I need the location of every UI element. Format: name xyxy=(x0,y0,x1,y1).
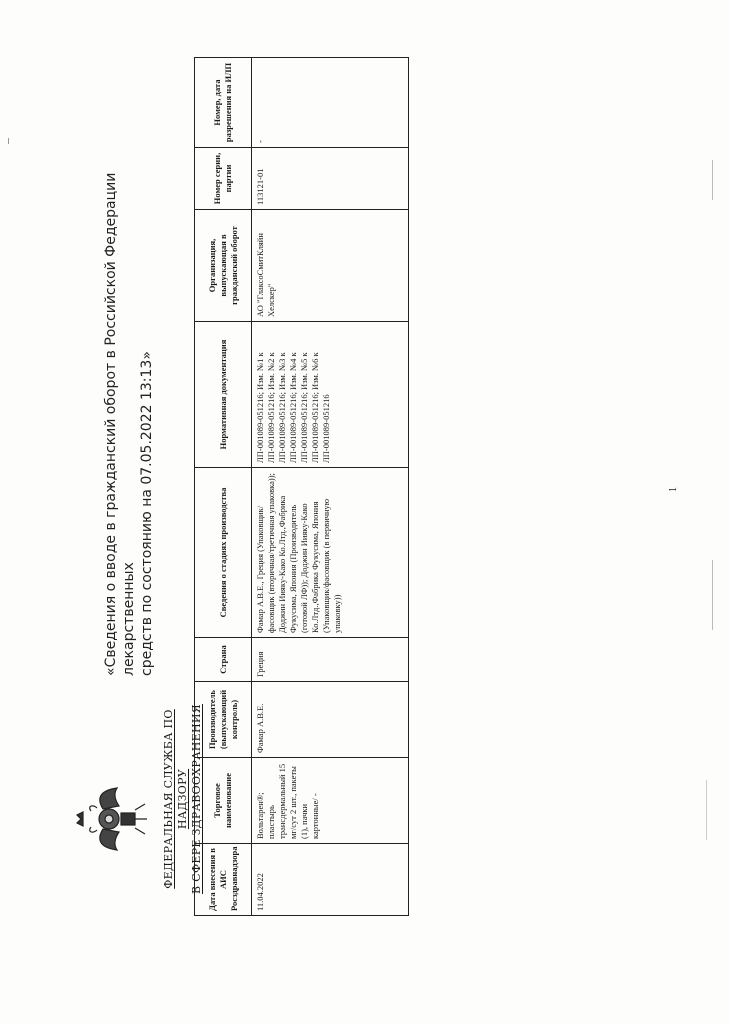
agency-line-1: ФЕДЕРАЛЬНАЯ СЛУЖБА ПО НАДЗОРУ xyxy=(162,709,189,889)
document-heading xyxy=(102,116,156,676)
header-documentation: Нормативная документация xyxy=(195,322,252,468)
cell-permit: - xyxy=(252,58,409,148)
cell-organization: АО "ГлаксоСмитКляйн Хелскер" xyxy=(252,210,409,322)
cell-batch: 113121-01 xyxy=(252,148,409,210)
cell-date: 11.04.2022 xyxy=(252,844,409,916)
registry-table xyxy=(194,57,409,916)
agency-line-2: В СФЕРЕ ЗДРАВООХРАНЕНИЯ xyxy=(190,704,203,894)
cell-stages: Фамар А.В.Е., Греция (Упаковщик/фасовщик (вторичная/третичная упаковка)); Доджин Иияку-Како Ко.Лтд.,Фабрика Фукусима, Япония (Производитель (готовой ЛФ)); Доджин Иияку-Како Ко.Лтд.,Фабрика Фукусима, Япония (Упаковщик/фасовщик (в первичную упаковку)) xyxy=(252,468,409,638)
double-headed-eagle-emblem-icon xyxy=(73,786,155,852)
heading-line-2: средств по состоянию на 07.05.2022 13:13» xyxy=(139,351,155,676)
cell-documentation: ЛП-001089-051216; Изм. №1 к ЛП-001089-051216; Изм. №2 к ЛП-001089-051216; Изм. №3 к ЛП-001089-051216; Изм. №4 к ЛП-001089-051216; Изм. №5 к ЛП-001089-051216; Изм. №6 к ЛП-001089-051216 xyxy=(252,322,409,468)
table-header-row xyxy=(195,58,252,916)
cell-trade-name: Вольтарен®; пластырь трансдермальный 15 мг/сут 2 шт., пакеты (1), пачки картонные/ - xyxy=(252,758,409,844)
cell-country: Греция xyxy=(252,638,409,682)
header-permit: Номер, дата разрешения на ИЛП xyxy=(195,58,252,148)
header-organization: Организация, выпускающая в гражданский оборот xyxy=(195,210,252,322)
table-row xyxy=(252,58,409,916)
scan-speck xyxy=(8,138,9,144)
header-date: Дата внесения в АИС Росздравнадзора xyxy=(195,844,252,916)
scan-edge-mark xyxy=(712,160,713,200)
scan-edge-mark xyxy=(706,780,707,840)
header-country: Страна xyxy=(195,638,252,682)
header-trade-name: Торговое наименование xyxy=(195,758,252,844)
header-stages: Сведения о стадиях производства xyxy=(195,468,252,638)
scan-edge-mark xyxy=(712,560,713,630)
header-manufacturer: Производитель (выпускающий контроль) xyxy=(195,682,252,758)
heading-line-1: «Сведения о вводе в гражданский оборот в Российской Федерации лекарственных xyxy=(103,172,137,676)
header-batch: Номер серии, партии xyxy=(195,148,252,210)
page-number: 1 xyxy=(668,487,679,492)
cell-manufacturer: Фамар А.В.Е. xyxy=(252,682,409,758)
